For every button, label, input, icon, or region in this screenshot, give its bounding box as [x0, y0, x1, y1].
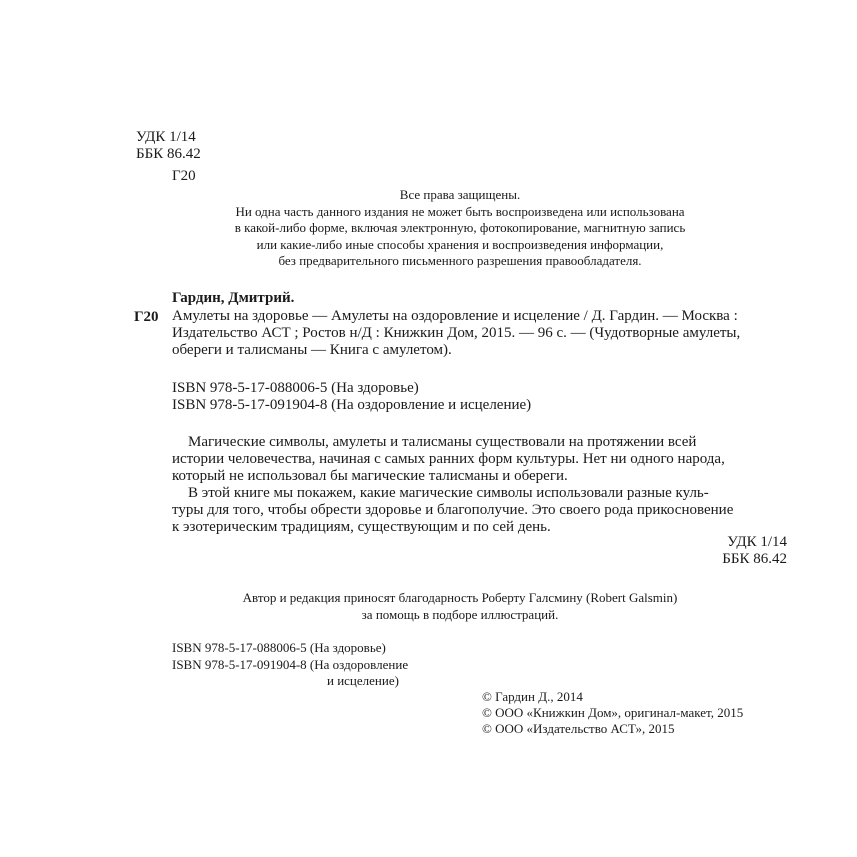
catalog-line: Амулеты на здоровье — Амулеты на оздоровление и исцеление / Д. Гардин. — Москва :	[172, 308, 738, 324]
rights-notice	[150, 187, 770, 270]
annotation-line: туры для того, чтобы обрести здоровье и благополучие. Это своего рода прикосновение	[172, 502, 734, 518]
acknowledgement	[150, 589, 770, 623]
copyright-line: © ООО «Книжкин Дом», оригинал-макет, 2015	[482, 705, 744, 720]
isbn-line: ISBN 978-5-17-088006-5 (На здоровье)	[172, 640, 386, 655]
catalog-mark: Г20	[134, 309, 159, 325]
catalog-description	[172, 308, 740, 359]
annotation-line: который не использовал бы магические талисманы и обереги.	[172, 468, 568, 484]
copyright-line: © ООО «Издательство АСТ», 2015	[482, 721, 675, 736]
annotation-line: к эзотерическим традициям, существующим и по сей день.	[172, 519, 551, 535]
bbk-code-top: ББК 86.42	[136, 146, 201, 162]
bbk-code-bottom: ББК 86.42	[722, 551, 787, 567]
rights-line: Все права защищены.	[399, 187, 521, 202]
annotation-line: В этой книге мы покажем, какие магические символы использовали разные куль-	[188, 485, 709, 501]
acknowledgement-line: Автор и редакция приносят благодарность Роберту Галсмину (Robert Galsmin)	[242, 590, 678, 605]
udk-code-top: УДК 1/14	[136, 129, 196, 145]
rights-line: Ни одна часть данного издания не может быть воспроизведена или использована	[235, 203, 685, 219]
isbn-line: ISBN 978-5-17-091904-8 (На оздоровление и исцеление)	[172, 397, 532, 413]
annotation-line: Магические символы, амулеты и талисманы существовали на протяжении всей	[188, 434, 697, 450]
rights-line: в какой-либо форме, включая электронную, фотокопирование, магнитную запись	[234, 220, 686, 235]
copyright-line: © Гардин Д., 2014	[482, 689, 583, 704]
isbn-line: и исцеление)	[327, 673, 399, 688]
isbn-line: ISBN 978-5-17-088006-5 (На здоровье)	[172, 380, 419, 396]
catalog-isbn	[172, 380, 531, 414]
catalog-line: Издательство АСТ ; Ростов н/Д : Книжкин Дом, 2015. — 96 с. — (Чудотворные амулеты,	[172, 325, 741, 341]
rights-line: или какие-либо иные способы хранения и воспроизведения информации,	[256, 236, 664, 252]
udk-code-bottom: УДК 1/14	[727, 534, 787, 550]
author-mark-top: Г20	[172, 168, 196, 184]
isbn-line: ISBN 978-5-17-091904-8 (На оздоровление	[172, 656, 409, 672]
annotation-line: истории человечества, начиная с самых ранних форм культуры. Нет ни одного народа,	[172, 451, 725, 467]
annotation	[172, 434, 733, 536]
rights-line: без предварительного письменного разрешения правообладателя.	[278, 253, 642, 268]
catalog-author: Гардин, Дмитрий.	[172, 290, 295, 306]
copyright-block	[482, 689, 743, 737]
acknowledgement-line: за помощь в подборе иллюстраций.	[361, 607, 559, 622]
catalog-line: обереги и талисманы — Книга с амулетом).	[172, 342, 452, 358]
isbn-block-bottom	[172, 640, 408, 690]
